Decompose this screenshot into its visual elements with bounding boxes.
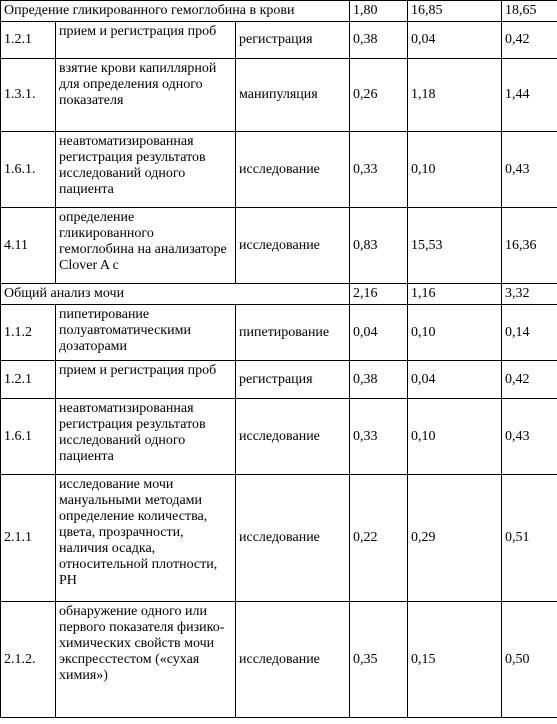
- kind-cell: регистрация: [236, 361, 350, 399]
- value-cell: 0,15: [408, 602, 502, 718]
- table-row: [1, 361, 557, 399]
- description-cell: пипетирование полуавтоматическими дозаторами: [56, 305, 236, 361]
- value-cell: 0,04: [408, 22, 502, 59]
- code-cell: 1.6.1: [1, 399, 56, 475]
- value-cell: 0,14: [502, 305, 557, 361]
- value-cell: 2,16: [350, 284, 408, 305]
- group-row: [1, 1, 557, 22]
- group-name: Опредение гликированного гемоглобина в крови: [1, 1, 350, 22]
- table-row: [1, 208, 557, 284]
- value-cell: 1,18: [408, 59, 502, 132]
- value-cell: 0,83: [350, 208, 408, 284]
- code-cell: 2.1.2.: [1, 602, 56, 718]
- value-cell: 18,65: [502, 1, 557, 22]
- value-cell: 1,16: [408, 284, 502, 305]
- description-cell: определение гликированного гемоглобина на анализаторе Clover A c: [56, 208, 236, 284]
- kind-cell: исследование: [236, 399, 350, 475]
- value-cell: 15,53: [408, 208, 502, 284]
- value-cell: 1,80: [350, 1, 408, 22]
- value-cell: 0,42: [502, 361, 557, 399]
- kind-cell: исследование: [236, 475, 350, 602]
- value-cell: 0,43: [502, 399, 557, 475]
- description-cell: исследование мочи мануальными методами определение количества, цвета, прозрачности, наличия осадка, относительной плотности, PH: [56, 475, 236, 602]
- table-row: [1, 475, 557, 602]
- value-cell: 0,22: [350, 475, 408, 602]
- kind-cell: манипуляция: [236, 59, 350, 132]
- value-cell: 0,51: [502, 475, 557, 602]
- value-cell: 0,10: [408, 305, 502, 361]
- value-cell: 0,29: [408, 475, 502, 602]
- value-cell: 0,10: [408, 399, 502, 475]
- value-cell: 3,32: [502, 284, 557, 305]
- code-cell: 1.1.2: [1, 305, 56, 361]
- description-cell: обнаружение одного или первого показателя физико-химических свойств мочи экспресстестом («сухая химия»): [56, 602, 236, 718]
- kind-cell: исследование: [236, 132, 350, 208]
- group-row: [1, 284, 557, 305]
- value-cell: 0,38: [350, 361, 408, 399]
- value-cell: 0,33: [350, 399, 408, 475]
- value-cell: 0,50: [502, 602, 557, 718]
- kind-cell: исследование: [236, 208, 350, 284]
- table-row: [1, 602, 557, 718]
- group-name: Общий анализ мочи: [1, 284, 350, 305]
- value-cell: 0,04: [350, 305, 408, 361]
- code-cell: 1.3.1.: [1, 59, 56, 132]
- code-cell: 1.2.1: [1, 361, 56, 399]
- value-cell: 0,33: [350, 132, 408, 208]
- kind-cell: регистрация: [236, 22, 350, 59]
- value-cell: 0,35: [350, 602, 408, 718]
- kind-cell: пипетирование: [236, 305, 350, 361]
- description-cell: неавтоматизированная регистрация результатов исследований одного пациента: [56, 399, 236, 475]
- value-cell: 0,42: [502, 22, 557, 59]
- value-cell: 16,85: [408, 1, 502, 22]
- value-cell: 1,44: [502, 59, 557, 132]
- table-row: [1, 132, 557, 208]
- value-cell: 0,10: [408, 132, 502, 208]
- value-cell: 16,36: [502, 208, 557, 284]
- code-cell: 1.2.1: [1, 22, 56, 59]
- kind-cell: исследование: [236, 602, 350, 718]
- table-row: [1, 22, 557, 59]
- value-cell: 0,43: [502, 132, 557, 208]
- value-cell: 0,04: [408, 361, 502, 399]
- code-cell: 4.11: [1, 208, 56, 284]
- table-row: [1, 59, 557, 132]
- code-cell: 1.6.1.: [1, 132, 56, 208]
- description-cell: неавтоматизированная регистрация результатов исследований одного пациента: [56, 132, 236, 208]
- table-row: [1, 399, 557, 475]
- table-row: [1, 305, 557, 361]
- value-cell: 0,38: [350, 22, 408, 59]
- description-cell: взятие крови капиллярной для определения одного показателя: [56, 59, 236, 132]
- description-cell: прием и регистрация проб: [56, 361, 236, 399]
- description-cell: прием и регистрация проб: [56, 22, 236, 59]
- value-cell: 0,26: [350, 59, 408, 132]
- code-cell: 2.1.1: [1, 475, 56, 602]
